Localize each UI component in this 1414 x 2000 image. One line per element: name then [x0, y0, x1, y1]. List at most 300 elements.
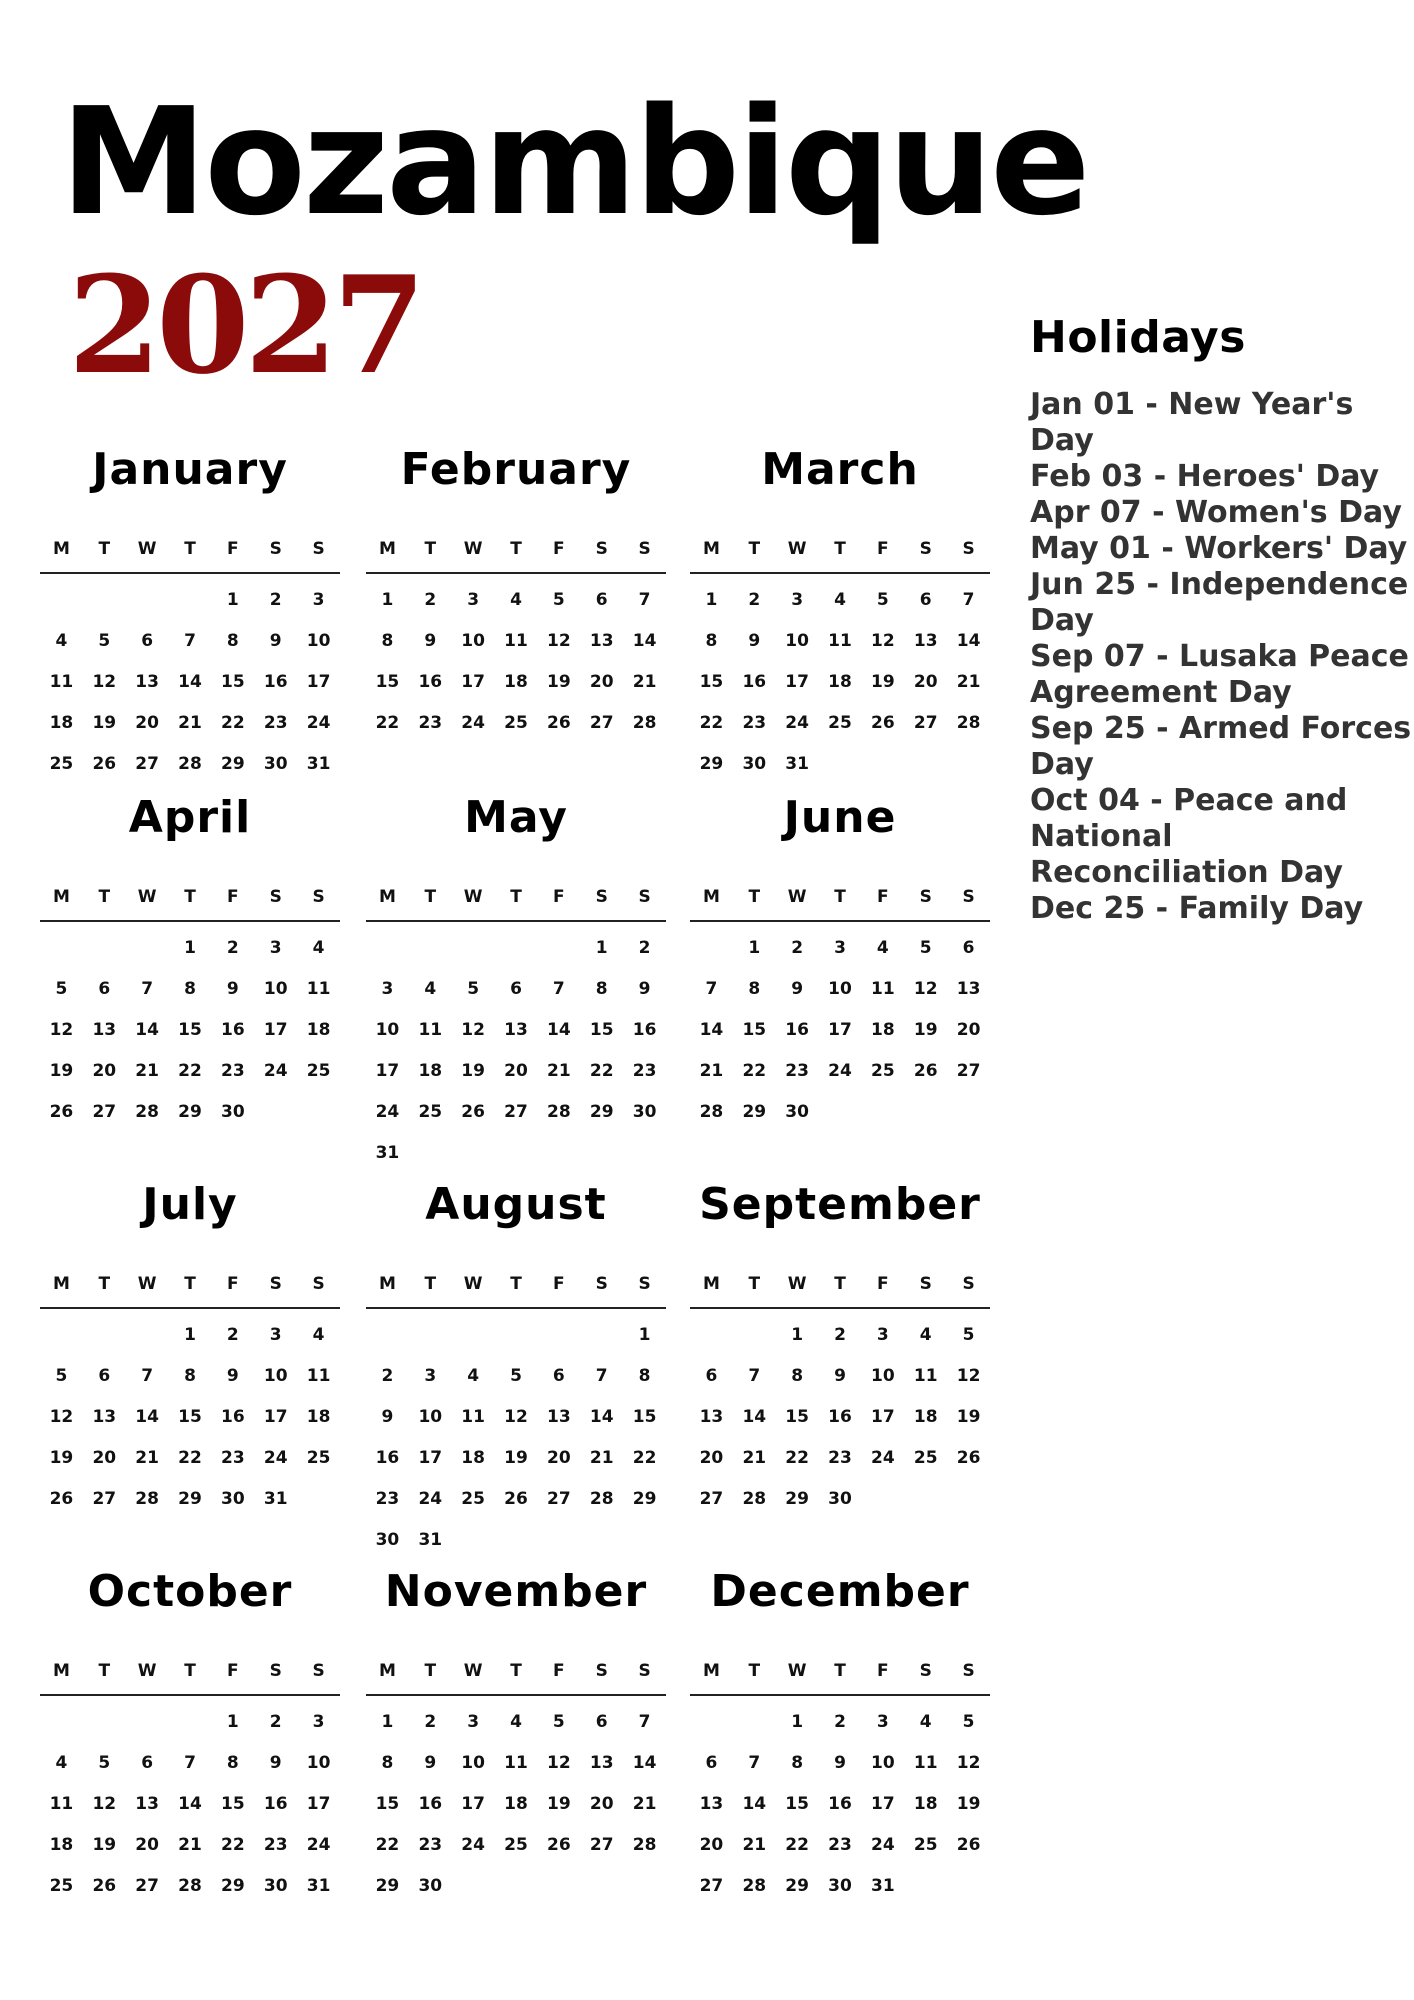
- day-cell: 22: [221, 1835, 245, 1855]
- holiday-item: Apr 07 - Women's Day: [1030, 495, 1402, 530]
- day-cell: 25: [306, 1061, 331, 1081]
- day-cell: 19: [461, 1061, 485, 1081]
- day-cell: 22: [785, 1835, 809, 1855]
- day-cell: 30: [263, 754, 288, 774]
- month-name: June: [783, 792, 897, 843]
- day-cell: 10: [306, 1753, 331, 1773]
- day-cell: 10: [263, 1366, 288, 1386]
- day-cell: 23: [742, 713, 767, 733]
- day-cell: 21: [632, 672, 657, 692]
- day-cell: 17: [263, 1020, 288, 1040]
- day-cell: 5: [919, 938, 932, 958]
- weekday-label: M: [52, 1661, 70, 1681]
- day-cell: 8: [381, 631, 394, 651]
- day-cell: 14: [742, 1407, 767, 1427]
- day-cell: 11: [306, 1366, 331, 1386]
- day-cell: 14: [956, 631, 981, 651]
- day-cell: 15: [375, 1794, 400, 1814]
- month-september: [690, 1175, 990, 1520]
- day-cell: 25: [504, 713, 528, 733]
- day-cell: 10: [461, 631, 485, 651]
- header-divider: [40, 920, 340, 922]
- day-cell: 4: [55, 631, 68, 651]
- weekday-label: T: [748, 539, 761, 559]
- weekday-label: S: [595, 1661, 608, 1681]
- day-cell: 25: [306, 1448, 331, 1468]
- day-cell: 18: [418, 1061, 443, 1081]
- empty-day-cell: [733, 1702, 776, 1743]
- day-cell: 17: [263, 1407, 288, 1427]
- month-name: November: [384, 1566, 648, 1617]
- day-cell: 20: [92, 1061, 117, 1081]
- day-cell: 24: [263, 1061, 288, 1081]
- day-cell: 8: [638, 1366, 651, 1386]
- weekday-label: T: [98, 1274, 111, 1294]
- day-cell: 16: [221, 1407, 245, 1427]
- month-december: [690, 1562, 990, 1907]
- day-cell: 12: [504, 1407, 528, 1427]
- day-cell: 24: [306, 713, 331, 733]
- weekday-label: S: [638, 539, 651, 559]
- day-cell: 16: [263, 1794, 288, 1814]
- day-cell: 11: [306, 979, 331, 999]
- day-cell: 22: [375, 1835, 400, 1855]
- day-cell: 25: [49, 754, 74, 774]
- day-cell: 27: [699, 1876, 724, 1896]
- day-cell: 23: [785, 1061, 809, 1081]
- day-cell: 17: [306, 1794, 331, 1814]
- day-cell: 13: [92, 1020, 117, 1040]
- day-cell: 21: [135, 1061, 159, 1081]
- weekday-label: W: [463, 539, 483, 559]
- day-cell: 15: [221, 672, 245, 692]
- day-cell: 25: [49, 1876, 74, 1896]
- empty-day-cell: [83, 928, 126, 969]
- day-cell: 1: [748, 938, 761, 958]
- empty-day-cell: [690, 928, 733, 969]
- day-cell: 16: [828, 1407, 852, 1427]
- day-cell: 24: [871, 1835, 895, 1855]
- weekday-header-row: [690, 848, 990, 912]
- day-cell: 17: [461, 1794, 485, 1814]
- weekday-label: F: [227, 1274, 239, 1294]
- day-cell: 22: [221, 713, 245, 733]
- day-cell: 5: [55, 979, 68, 999]
- day-cell: 30: [263, 1876, 288, 1896]
- weekday-label: F: [877, 887, 889, 907]
- empty-day-cell: [169, 1702, 212, 1743]
- day-cell: 1: [705, 590, 718, 610]
- weekday-label: F: [553, 1274, 565, 1294]
- day-cell: 8: [381, 1753, 394, 1773]
- day-cell: 9: [638, 979, 651, 999]
- day-cell: 2: [381, 1366, 394, 1386]
- day-cell: 2: [269, 590, 282, 610]
- day-cell: 27: [92, 1102, 117, 1122]
- day-cell: 1: [184, 938, 196, 958]
- day-cell: 26: [956, 1448, 981, 1468]
- day-cell: 30: [418, 1876, 443, 1896]
- day-cell: 1: [791, 1712, 804, 1732]
- day-cell: 1: [381, 1712, 394, 1732]
- month-june: [690, 788, 990, 1133]
- day-cell: 24: [785, 713, 809, 733]
- day-cell: 15: [785, 1794, 809, 1814]
- day-cell: 3: [381, 979, 394, 999]
- month-name: May: [464, 792, 568, 843]
- day-cell: 7: [638, 1712, 651, 1732]
- month-name: April: [128, 792, 252, 843]
- empty-day-cell: [40, 1702, 83, 1743]
- weekday-label: S: [919, 1661, 932, 1681]
- day-cell: 14: [699, 1020, 724, 1040]
- day-cell: 10: [418, 1407, 443, 1427]
- day-cell: 11: [49, 1794, 74, 1814]
- day-cell: 3: [876, 1712, 889, 1732]
- day-cell: 19: [92, 1835, 117, 1855]
- day-cell: 11: [913, 1753, 938, 1773]
- month-october: [40, 1562, 340, 1907]
- weekday-header-row: [690, 500, 990, 564]
- day-cell: 17: [871, 1407, 895, 1427]
- day-cell: 21: [742, 1448, 767, 1468]
- month-november: [366, 1562, 666, 1907]
- day-cell: 8: [226, 631, 239, 651]
- holiday-item: Feb 03 - Heroes' Day: [1030, 459, 1380, 494]
- day-cell: 6: [705, 1753, 718, 1773]
- day-cell: 17: [375, 1061, 400, 1081]
- day-cell: 9: [834, 1366, 846, 1386]
- day-cell: 19: [871, 672, 895, 692]
- day-cell: 9: [269, 631, 282, 651]
- day-cell: 28: [699, 1102, 724, 1122]
- day-cell: 10: [263, 979, 288, 999]
- day-cell: 23: [263, 713, 288, 733]
- day-cell: 20: [913, 672, 938, 692]
- day-cell: 12: [913, 979, 938, 999]
- weekday-label: M: [702, 1274, 720, 1294]
- day-cell: 23: [375, 1489, 400, 1509]
- weekday-label: T: [98, 539, 111, 559]
- day-cell: 24: [871, 1448, 895, 1468]
- day-cell: 9: [834, 1753, 846, 1773]
- day-cell: 13: [135, 1794, 159, 1814]
- day-cell: 18: [49, 713, 74, 733]
- day-cell: 1: [184, 1325, 196, 1345]
- weekday-label: M: [378, 1274, 396, 1294]
- day-cell: 31: [306, 1876, 331, 1896]
- day-cell: 19: [547, 672, 571, 692]
- day-cell: 31: [375, 1143, 400, 1163]
- weekday-label: S: [638, 1661, 651, 1681]
- day-cell: 3: [312, 590, 325, 610]
- day-cell: 2: [638, 938, 651, 958]
- day-cell: 10: [785, 631, 809, 651]
- day-cell: 24: [263, 1448, 288, 1468]
- day-cell: 20: [135, 1835, 159, 1855]
- day-cell: 4: [876, 938, 889, 958]
- weekday-label: M: [52, 887, 70, 907]
- day-cell: 6: [919, 590, 932, 610]
- day-cell: 1: [226, 590, 239, 610]
- day-cell: 10: [461, 1753, 485, 1773]
- day-cell: 22: [699, 713, 724, 733]
- day-cell: 11: [504, 631, 528, 651]
- day-cell: 12: [871, 631, 895, 651]
- day-cell: 7: [748, 1753, 761, 1773]
- day-cell: 22: [742, 1061, 767, 1081]
- day-cell: 9: [424, 1753, 437, 1773]
- weekday-label: T: [98, 1661, 111, 1681]
- weekday-label: W: [137, 887, 157, 907]
- day-cell: 28: [632, 713, 657, 733]
- day-cell: 23: [263, 1835, 288, 1855]
- day-cell: 4: [312, 938, 325, 958]
- day-cell: 29: [221, 754, 245, 774]
- day-cell: 18: [913, 1407, 938, 1427]
- day-cell: 7: [141, 1366, 154, 1386]
- weekday-label: T: [424, 1661, 437, 1681]
- day-cell: 31: [785, 754, 809, 774]
- day-cell: 7: [638, 590, 651, 610]
- day-cell: 1: [381, 590, 394, 610]
- month-february: [366, 440, 666, 744]
- weekday-label: M: [702, 1661, 720, 1681]
- day-cell: 13: [135, 672, 159, 692]
- day-cell: 25: [418, 1102, 443, 1122]
- day-cell: 4: [312, 1325, 325, 1345]
- weekday-label: W: [137, 539, 157, 559]
- day-cell: 28: [632, 1835, 657, 1855]
- day-cell: 12: [547, 1753, 571, 1773]
- country-title: Mozambique: [60, 76, 1088, 248]
- weekday-label: W: [463, 1274, 483, 1294]
- day-grid: [40, 928, 340, 1133]
- day-cell: 31: [306, 754, 331, 774]
- day-cell: 16: [418, 1794, 443, 1814]
- day-cell: 28: [178, 754, 202, 774]
- header-divider: [690, 1307, 990, 1309]
- day-cell: 20: [699, 1448, 724, 1468]
- weekday-label: W: [463, 1661, 483, 1681]
- month-name: January: [92, 444, 288, 495]
- day-cell: 26: [92, 1876, 117, 1896]
- day-grid: [366, 928, 666, 1174]
- day-cell: 5: [98, 1753, 111, 1773]
- day-grid: [690, 928, 990, 1133]
- day-cell: 4: [467, 1366, 480, 1386]
- weekday-label: S: [312, 1274, 325, 1294]
- day-cell: 16: [632, 1020, 657, 1040]
- day-cell: 14: [135, 1407, 159, 1427]
- day-cell: 19: [504, 1448, 528, 1468]
- weekday-label: S: [269, 887, 282, 907]
- weekday-label: F: [877, 1274, 889, 1294]
- weekday-label: S: [919, 1274, 932, 1294]
- day-cell: 16: [221, 1020, 245, 1040]
- month-name: March: [761, 444, 919, 495]
- day-cell: 15: [632, 1407, 657, 1427]
- weekday-label: S: [638, 887, 651, 907]
- day-cell: 13: [699, 1407, 724, 1427]
- day-grid: [366, 580, 666, 744]
- holiday-item: May 01 - Workers' Day: [1030, 531, 1408, 566]
- day-cell: 21: [742, 1835, 767, 1855]
- day-cell: 6: [595, 590, 608, 610]
- empty-day-cell: [580, 1315, 623, 1356]
- day-cell: 2: [269, 1712, 282, 1732]
- weekday-label: T: [184, 1661, 196, 1681]
- header-divider: [366, 920, 666, 922]
- day-cell: 6: [141, 1753, 154, 1773]
- day-cell: 29: [375, 1876, 400, 1896]
- weekday-label: F: [227, 1661, 239, 1681]
- weekday-label: T: [834, 1274, 846, 1294]
- day-cell: 19: [956, 1794, 981, 1814]
- day-cell: 26: [871, 713, 895, 733]
- empty-day-cell: [733, 1315, 776, 1356]
- day-cell: 19: [92, 713, 117, 733]
- day-cell: 24: [418, 1489, 443, 1509]
- day-cell: 28: [547, 1102, 571, 1122]
- empty-day-cell: [495, 1315, 538, 1356]
- day-cell: 26: [461, 1102, 485, 1122]
- day-cell: 22: [178, 1448, 202, 1468]
- day-cell: 16: [785, 1020, 809, 1040]
- day-cell: 18: [461, 1448, 485, 1468]
- day-cell: 10: [871, 1366, 895, 1386]
- day-cell: 3: [467, 590, 480, 610]
- day-cell: 12: [956, 1366, 981, 1386]
- day-cell: 26: [92, 754, 117, 774]
- day-cell: 14: [178, 672, 202, 692]
- day-cell: 3: [424, 1366, 437, 1386]
- day-cell: 28: [589, 1489, 614, 1509]
- day-cell: 12: [956, 1753, 981, 1773]
- day-cell: 7: [184, 631, 196, 651]
- day-grid: [40, 1702, 340, 1907]
- day-cell: 20: [504, 1061, 528, 1081]
- day-cell: 9: [748, 631, 761, 651]
- day-cell: 19: [547, 1794, 571, 1814]
- day-cell: 25: [461, 1489, 485, 1509]
- day-cell: 13: [92, 1407, 117, 1427]
- day-grid: [690, 580, 990, 785]
- month-july: [40, 1175, 340, 1520]
- day-cell: 16: [418, 672, 443, 692]
- day-cell: 19: [49, 1448, 74, 1468]
- day-cell: 4: [834, 590, 846, 610]
- day-cell: 17: [828, 1020, 852, 1040]
- holidays-heading: Holidays: [1030, 312, 1246, 363]
- empty-day-cell: [366, 1315, 409, 1356]
- day-cell: 26: [49, 1489, 74, 1509]
- day-cell: 7: [962, 590, 975, 610]
- day-cell: 30: [221, 1102, 245, 1122]
- weekday-label: S: [638, 1274, 651, 1294]
- day-cell: 25: [828, 713, 852, 733]
- day-cell: 26: [504, 1489, 528, 1509]
- day-cell: 20: [589, 672, 614, 692]
- day-cell: 3: [791, 590, 804, 610]
- day-cell: 30: [375, 1530, 400, 1550]
- day-cell: 7: [552, 979, 565, 999]
- weekday-label: S: [312, 887, 325, 907]
- day-cell: 9: [791, 979, 804, 999]
- weekday-header-row: [40, 500, 340, 564]
- day-cell: 9: [381, 1407, 394, 1427]
- day-cell: 3: [269, 1325, 282, 1345]
- weekday-label: W: [137, 1661, 157, 1681]
- day-cell: 21: [632, 1794, 657, 1814]
- day-cell: 8: [184, 1366, 196, 1386]
- weekday-header-row: [366, 500, 666, 564]
- month-name: August: [425, 1179, 607, 1230]
- weekday-label: T: [748, 1661, 761, 1681]
- day-cell: 6: [962, 938, 975, 958]
- day-cell: 15: [699, 672, 724, 692]
- day-cell: 14: [135, 1020, 159, 1040]
- month-name: October: [87, 1566, 293, 1617]
- weekday-label: T: [748, 1274, 761, 1294]
- weekday-label: T: [184, 539, 196, 559]
- day-cell: 22: [178, 1061, 202, 1081]
- month-name: July: [142, 1179, 238, 1230]
- empty-day-cell: [452, 928, 495, 969]
- weekday-label: T: [510, 539, 522, 559]
- day-cell: 11: [828, 631, 852, 651]
- day-cell: 8: [184, 979, 196, 999]
- day-cell: 14: [632, 1753, 657, 1773]
- day-cell: 12: [49, 1407, 74, 1427]
- weekday-label: T: [510, 1274, 522, 1294]
- day-cell: 13: [504, 1020, 528, 1040]
- day-cell: 25: [504, 1835, 528, 1855]
- empty-day-cell: [126, 580, 169, 621]
- weekday-header-row: [366, 1622, 666, 1686]
- day-cell: 13: [699, 1794, 724, 1814]
- day-cell: 5: [467, 979, 480, 999]
- day-cell: 21: [178, 1835, 202, 1855]
- holiday-item: Jan 01 - New Year's Day: [1030, 387, 1354, 458]
- day-cell: 18: [828, 672, 852, 692]
- holiday-item: Sep 07 - Lusaka Peace Agreement Day: [1030, 639, 1409, 710]
- day-cell: 23: [418, 713, 443, 733]
- day-cell: 17: [785, 672, 809, 692]
- empty-day-cell: [690, 1315, 733, 1356]
- day-cell: 30: [742, 754, 767, 774]
- day-cell: 5: [552, 590, 565, 610]
- day-cell: 1: [638, 1325, 651, 1345]
- day-cell: 21: [135, 1448, 159, 1468]
- day-cell: 21: [589, 1448, 614, 1468]
- day-cell: 22: [632, 1448, 657, 1468]
- day-cell: 31: [871, 1876, 895, 1896]
- day-cell: 14: [178, 1794, 202, 1814]
- weekday-header-row: [366, 1235, 666, 1299]
- weekday-label: T: [424, 887, 437, 907]
- weekday-label: F: [553, 887, 565, 907]
- day-cell: 30: [221, 1489, 245, 1509]
- day-cell: 29: [785, 1876, 809, 1896]
- weekday-label: W: [787, 1661, 807, 1681]
- day-cell: 26: [913, 1061, 938, 1081]
- day-cell: 3: [876, 1325, 889, 1345]
- day-cell: 22: [785, 1448, 809, 1468]
- day-cell: 21: [699, 1061, 724, 1081]
- day-cell: 15: [742, 1020, 767, 1040]
- day-cell: 24: [461, 1835, 485, 1855]
